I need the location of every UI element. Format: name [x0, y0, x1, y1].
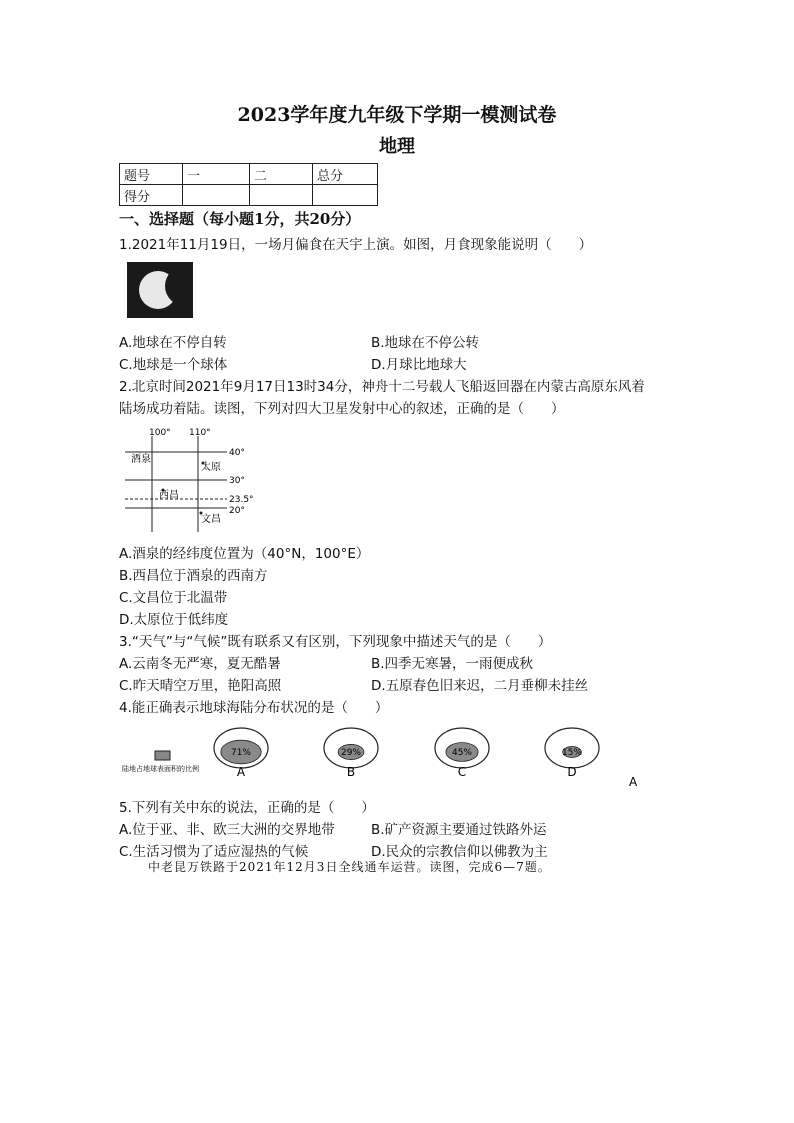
- land-ratio-figure: [119, 718, 643, 792]
- score-table-row: [120, 164, 378, 185]
- q5-stem: 5.下列有关中东的说法，正确的是（ ）: [119, 800, 375, 816]
- legend-swatch: [155, 751, 170, 760]
- q2-option-d: D.太原位于低纬度: [119, 612, 229, 628]
- score-cell[interactable]: [313, 185, 378, 206]
- ratio-label: 29%: [340, 748, 362, 758]
- lon-label: 100°: [149, 428, 171, 438]
- q5-option-c: C.生活习惯为了适应湿热的气候: [119, 844, 309, 860]
- place-label: 酒泉: [131, 454, 151, 465]
- score-table: [119, 163, 378, 206]
- score-cell: 题号: [120, 164, 183, 185]
- score-cell: 二: [250, 164, 313, 185]
- q3-option-d: D.五原春色旧来迟，二月垂柳未挂丝: [371, 678, 589, 694]
- score-cell: 一: [183, 164, 250, 185]
- q2-option-b: B.西昌位于酒泉的西南方: [119, 568, 268, 584]
- legend-label: 陆地占地球表面积的比例: [122, 765, 199, 773]
- score-table-row: [120, 185, 378, 206]
- passage-note: 中老昆万铁路于2021年12月3日全线通车运营。读图，完成6—7题。: [148, 860, 551, 874]
- score-cell[interactable]: [250, 185, 313, 206]
- option-letter: D: [567, 765, 577, 779]
- q3-option-c: C.昨天晴空万里，艳阳高照: [119, 678, 282, 694]
- q5-option-d: D.民众的宗教信仰以佛教为主: [371, 844, 548, 860]
- ratio-label: 45%: [451, 748, 473, 758]
- q2-option-a: A.酒泉的经纬度位置为（40°N，100°E）: [119, 546, 370, 562]
- place-label: 西昌: [159, 490, 179, 501]
- ratio-label: 15%: [561, 748, 583, 758]
- lat-label: 20°: [229, 506, 245, 516]
- q5-option-a: A.位于亚、非、欧三大洲的交界地带: [119, 822, 335, 838]
- q3-stem: 3.“天气”与“气候”既有联系又有区别，下列现象中描述天气的是（ ）: [119, 634, 552, 650]
- lunar-eclipse-image: [127, 262, 193, 318]
- exam-title: 2023学年度九年级下学期一模测试卷: [237, 104, 557, 126]
- q1-option-b: B.地球在不停公转: [371, 335, 480, 351]
- lat-label: 40°: [229, 448, 245, 458]
- circle-group: [214, 728, 599, 779]
- q3-option-b: B.四季无寒暑，一雨便成秋: [371, 656, 534, 672]
- trailing-letter: A: [629, 775, 638, 789]
- score-cell: 总分: [313, 164, 378, 185]
- q3-option-a: A.云南冬无严寒，夏无酷暑: [119, 656, 281, 672]
- q1-stem: 1.2021年11月19日，一场月偏食在天宇上演。如图，月食现象能说明（ ）: [119, 237, 593, 253]
- option-letter: A: [236, 765, 246, 779]
- q2-option-c: C.文昌位于北温带: [119, 590, 228, 606]
- q1-option-c: C.地球是一个球体: [119, 357, 228, 373]
- latlon-map: [119, 424, 279, 536]
- place-label: 太原: [201, 462, 221, 473]
- subject-title: 地理: [379, 136, 415, 157]
- option-letter: B: [346, 765, 356, 779]
- score-cell: 得分: [120, 185, 183, 206]
- lat-label: 30°: [229, 476, 245, 486]
- place-label: 文昌: [201, 514, 221, 525]
- lat-label: 23.5°: [229, 495, 254, 505]
- q2-stem-line1: 2.北京时间2021年9月17日13时34分，神舟十二号载人飞船返回器在内蒙古高原东风着: [119, 379, 645, 395]
- q1-option-d: D.月球比地球大: [371, 357, 467, 373]
- lon-label: 110°: [189, 428, 211, 438]
- ratio-label: 71%: [230, 748, 252, 758]
- q4-stem: 4.能正确表示地球海陆分布状况的是（ ）: [119, 700, 389, 716]
- section-heading: 一、选择题（每小题1分，共20分）: [119, 210, 361, 228]
- q1-option-a: A.地球在不停自转: [119, 335, 227, 351]
- score-cell[interactable]: [183, 185, 250, 206]
- q2-stem-line2: 陆场成功着陆。读图，下列对四大卫星发射中心的叙述，正确的是（ ）: [119, 401, 565, 417]
- q5-option-b: B.矿产资源主要通过铁路外运: [371, 822, 547, 838]
- option-letter: C: [457, 765, 467, 779]
